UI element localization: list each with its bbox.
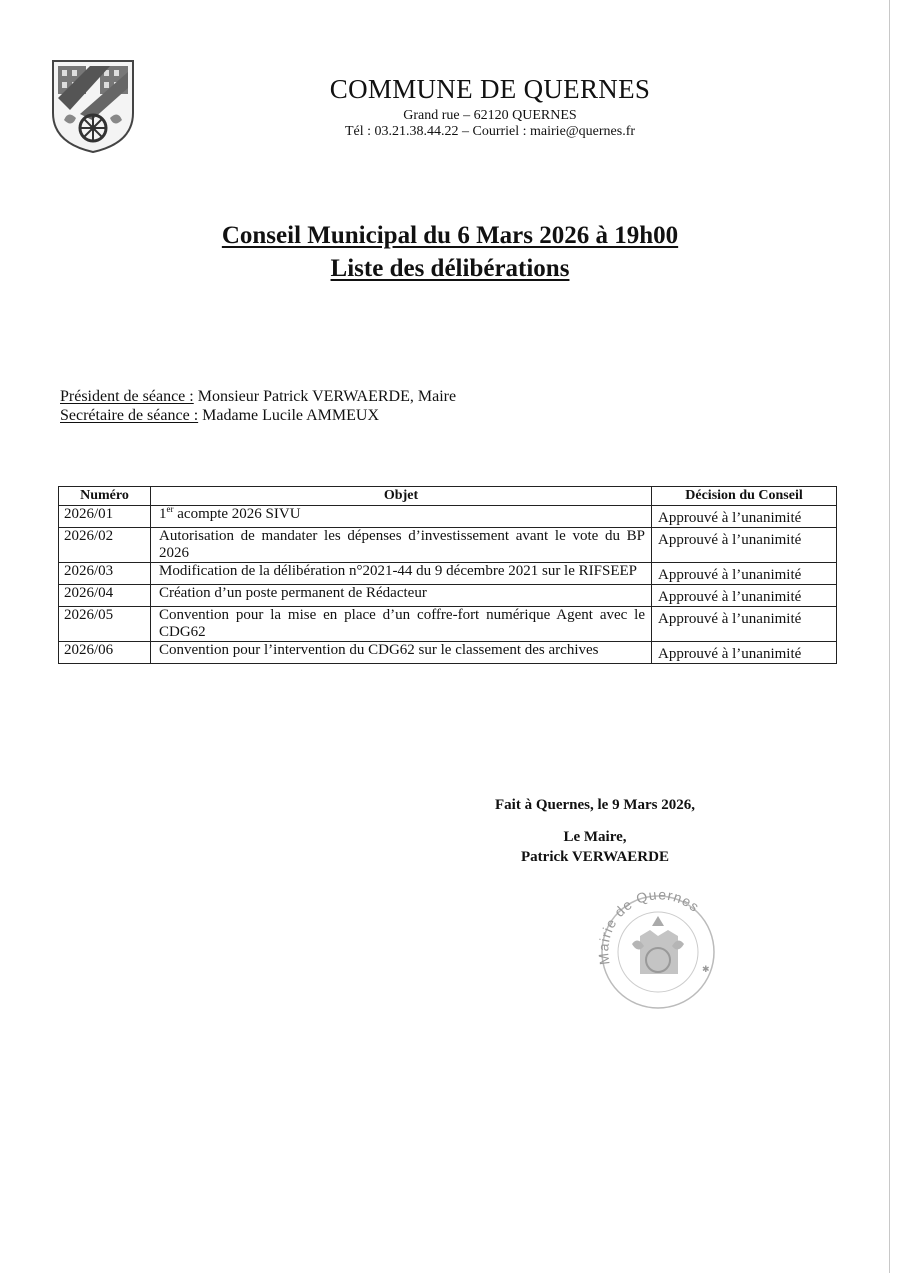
svg-text:✱: ✱ — [702, 965, 710, 975]
secretary-line — [60, 407, 379, 425]
document-subtitle — [0, 255, 900, 283]
row-objet: Création d’un poste permanent de Rédacteur — [151, 585, 652, 607]
row-decision: Approuvé à l’unanimité — [652, 607, 837, 642]
row-numero: 2026/02 — [59, 528, 151, 563]
header-numero: Numéro — [59, 487, 151, 506]
commune-name: COMMUNE DE QUERNES — [329, 74, 651, 104]
mairie-stamp — [592, 886, 722, 1011]
table-row — [59, 506, 837, 528]
place-and-date: Fait à Quernes, le 9 Mars 2026, — [495, 797, 695, 813]
page-edge — [889, 0, 890, 1273]
row-numero: 2026/04 — [59, 585, 151, 607]
row-objet-prefix: 1 — [159, 506, 167, 522]
signatory-role: Le Maire, — [563, 829, 627, 845]
row-objet: Convention pour l’intervention du CDG62 sur le classement des archives — [151, 642, 652, 664]
row-objet — [151, 506, 652, 528]
table-row — [59, 607, 837, 642]
row-decision: Approuvé à l’unanimité — [652, 528, 837, 563]
coat-of-arms-logo — [50, 58, 136, 154]
row-numero: 2026/03 — [59, 563, 151, 585]
document-title-text: Conseil Municipal du 6 Mars 2026 à 19h00 — [221, 222, 679, 249]
secretary-value: Madame Lucile AMMEUX — [202, 407, 379, 424]
president-value: Monsieur Patrick VERWAERDE, Maire — [197, 388, 457, 405]
row-decision: Approuvé à l’unanimité — [652, 642, 837, 664]
stamp-text: Mairie de Quernes — [595, 886, 703, 966]
president-label: Président de séance : — [60, 388, 194, 405]
commune-contact: Tél : 03.21.38.44.22 – Courriel : mairie@quernes.fr — [344, 124, 636, 139]
document-subtitle-text: Liste des délibérations — [330, 255, 570, 282]
row-numero: 2026/06 — [59, 642, 151, 664]
signatory-name: Patrick VERWAERDE — [521, 849, 669, 865]
table-row — [59, 563, 837, 585]
table-row — [59, 642, 837, 664]
table-header-row — [59, 487, 837, 506]
header-decision: Décision du Conseil — [652, 487, 837, 506]
president-line — [60, 388, 456, 406]
row-objet: Autorisation de mandater les dépenses d’investissement avant le vote du BP 2026 — [151, 528, 652, 563]
row-objet: Modification de la délibération n°2021-44 du 9 décembre 2021 sur le RIFSEEP — [151, 563, 652, 585]
table-row — [59, 585, 837, 607]
row-decision: Approuvé à l’unanimité — [652, 563, 837, 585]
row-decision: Approuvé à l’unanimité — [652, 585, 837, 607]
header-objet: Objet — [151, 487, 652, 506]
secretary-label: Secrétaire de séance : — [60, 407, 199, 424]
row-numero: 2026/05 — [59, 607, 151, 642]
row-objet-sup: er — [166, 504, 174, 514]
row-decision: Approuvé à l’unanimité — [652, 506, 837, 528]
deliberations-table — [58, 486, 837, 664]
row-numero: 2026/01 — [59, 506, 151, 528]
commune-address: Grand rue – 62120 QUERNES — [403, 108, 577, 123]
document-title — [0, 222, 900, 250]
table-row — [59, 528, 837, 563]
row-objet: Convention pour la mise en place d’un coffre-fort numérique Agent avec le CDG62 — [151, 607, 652, 642]
row-objet-text: acompte 2026 SIVU — [173, 506, 301, 522]
